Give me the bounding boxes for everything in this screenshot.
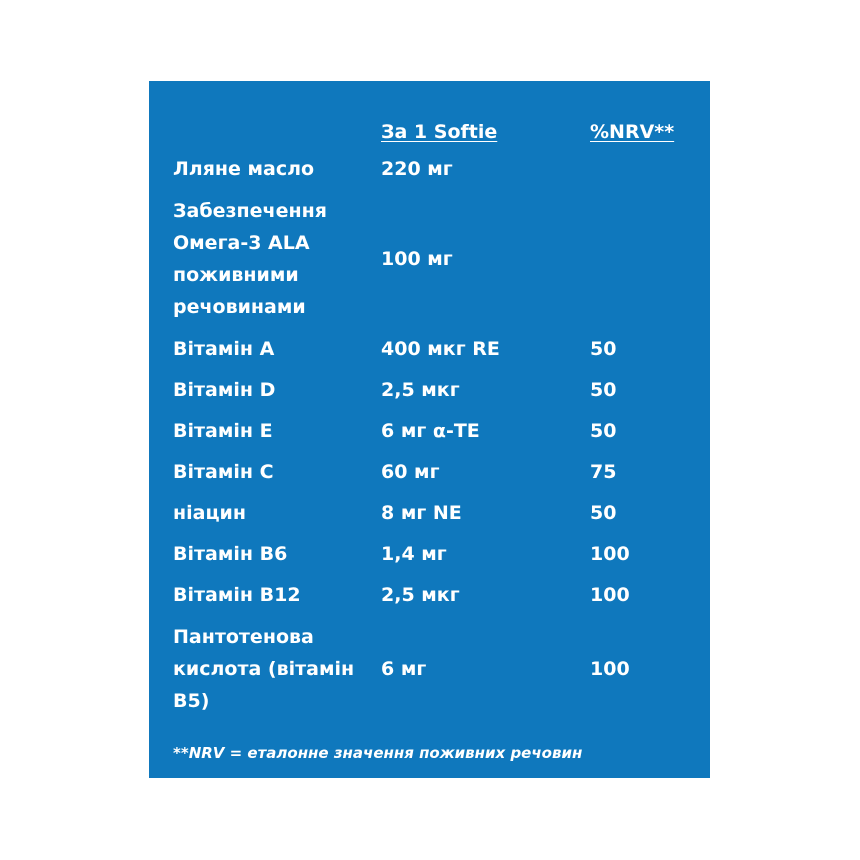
nutrient-nrv: 50 (590, 420, 617, 442)
nutrient-name: Вітамін С (173, 461, 274, 483)
nutrient-nrv: 50 (590, 379, 617, 401)
nutrient-amount: 6 мг α-ТЕ (381, 420, 480, 442)
nutrient-amount: 60 мг (381, 461, 440, 483)
nrv-header: %NRV** (590, 121, 675, 143)
nrv-footnote: **NRV = еталонне значення поживних речовин (173, 744, 583, 762)
nutrient-name: ніацин (173, 502, 246, 524)
nutrition-facts-panel (149, 81, 710, 778)
nutrient-nrv: 50 (590, 502, 617, 524)
nutrient-nrv: 100 (590, 543, 630, 565)
nutrient-amount: 100 мг (381, 248, 453, 270)
nutrient-amount: 8 мг NE (381, 502, 462, 524)
nutrient-nrv: 100 (590, 584, 630, 606)
nutrient-nrv: 75 (590, 461, 617, 483)
nutrient-name: Пантотенова кислота (вітамін В5) (173, 626, 355, 712)
nutrient-name: Вітамін А (173, 338, 275, 360)
nutrient-amount: 400 мкг RE (381, 338, 500, 360)
nutrient-name: Забезпечення Омега-3 ALA поживними речовинами (173, 200, 327, 318)
nutrient-name: Вітамін D (173, 379, 276, 401)
nutrient-name: Лляне масло (173, 158, 315, 180)
nutrient-name: Вітамін В12 (173, 584, 301, 606)
nutrient-amount: 1,4 мг (381, 543, 447, 565)
nutrient-amount: 6 мг (381, 658, 427, 680)
nutrient-name: Вітамін Е (173, 420, 273, 442)
nutrient-amount: 220 мг (381, 158, 453, 180)
nutrient-amount: 2,5 мкг (381, 584, 460, 606)
nutrient-amount: 2,5 мкг (381, 379, 460, 401)
nutrient-name: Вітамін В6 (173, 543, 288, 565)
per-serving-header: За 1 Softie (381, 121, 498, 143)
nutrient-nrv: 100 (590, 658, 630, 680)
nutrient-nrv: 50 (590, 338, 617, 360)
